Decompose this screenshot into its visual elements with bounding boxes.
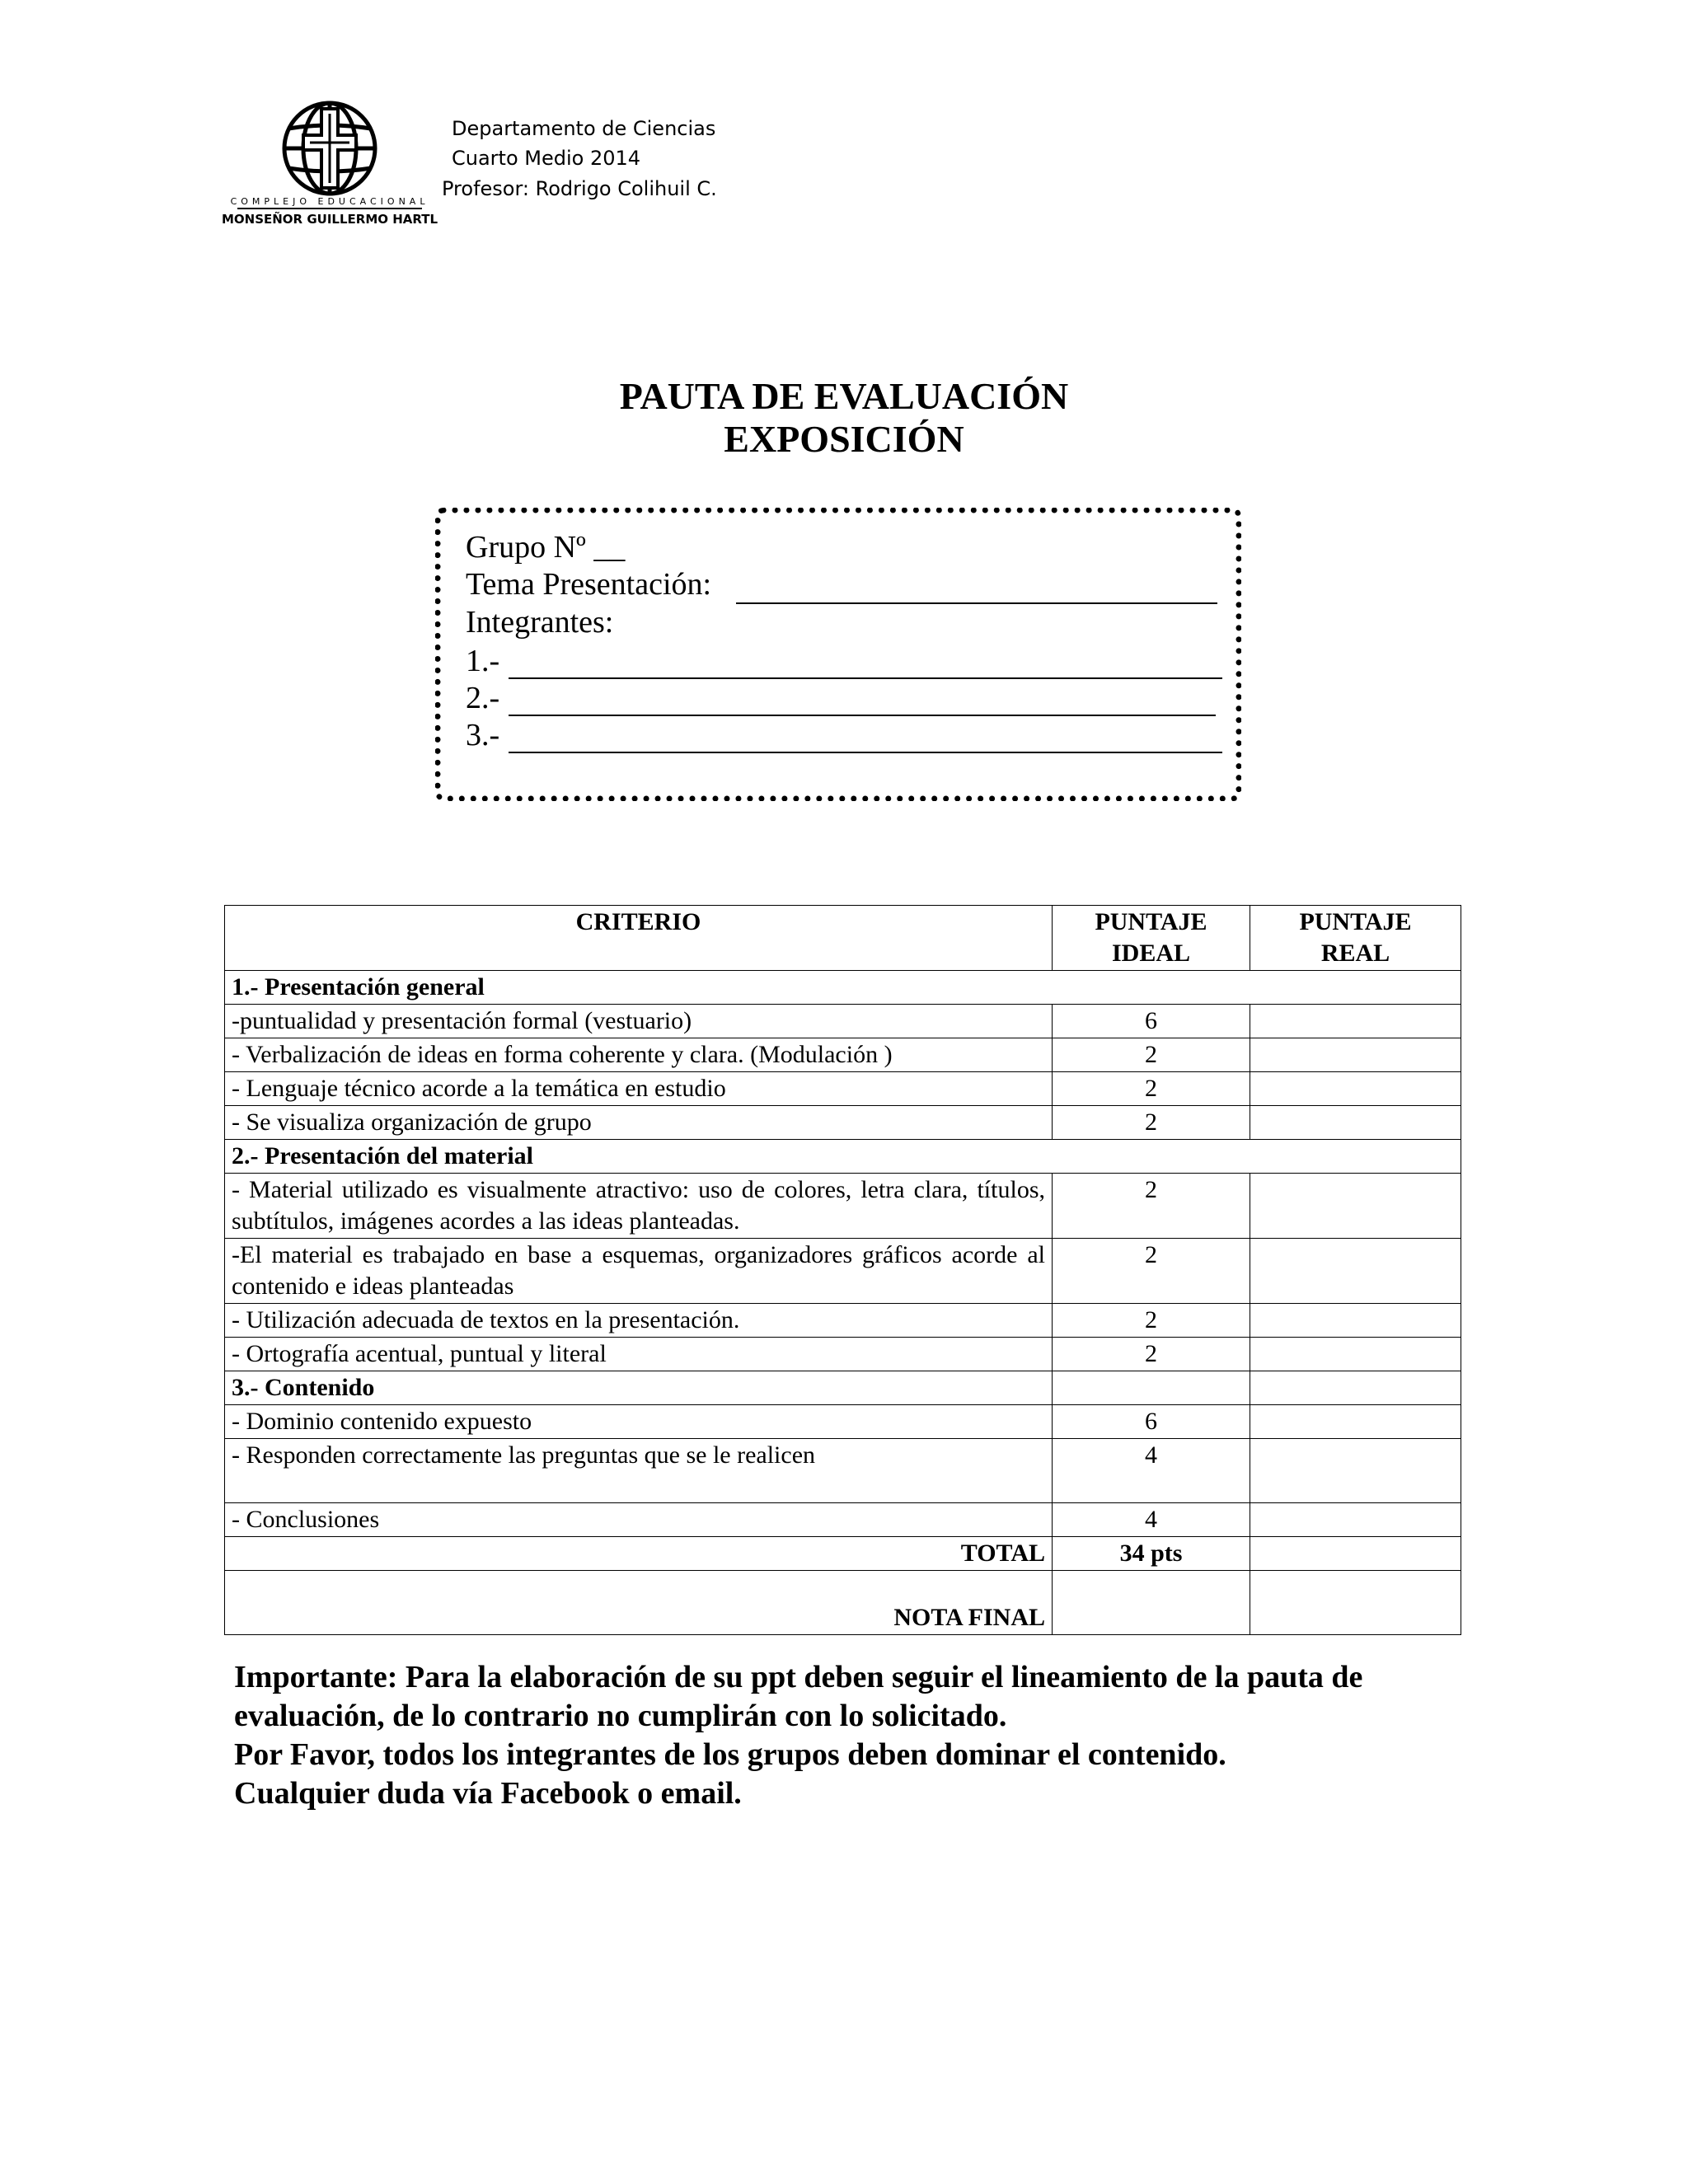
empty-cell [1053, 1371, 1250, 1405]
topic-blank[interactable] [736, 602, 1217, 604]
ideal-score-cell: 6 [1053, 1005, 1250, 1038]
group-info-box [435, 508, 1241, 801]
member2-label: 2.- [466, 681, 500, 715]
ideal-score-cell: 4 [1053, 1503, 1250, 1537]
table-row [225, 1405, 1461, 1439]
real-score-cell[interactable] [1250, 1038, 1461, 1072]
empty-cell [1250, 1371, 1461, 1405]
members-label: Integrantes: [466, 605, 614, 640]
total-label: TOTAL [225, 1537, 1053, 1571]
criterio-cell: - Se visualiza organización de grupo [225, 1106, 1053, 1140]
ideal-score-cell: 2 [1053, 1038, 1250, 1072]
group-number-label: Grupo Nº __ [466, 530, 626, 565]
final-grade-real-cell[interactable] [1250, 1571, 1461, 1635]
ideal-score-cell: 2 [1053, 1174, 1250, 1239]
table-header-row [225, 906, 1461, 971]
important-notes [234, 1658, 1470, 1813]
evaluation-table [224, 905, 1461, 1635]
page-subtitle: EXPOSICIÓN [724, 418, 964, 460]
logo-text-top: COMPLEJO EDUCACIONAL [230, 196, 429, 207]
section-row [225, 971, 1461, 1005]
real-score-cell[interactable] [1250, 1239, 1461, 1304]
criterio-cell: - Material utilizado es visualmente atractivo: uso de colores, letra clara, títulos, subtítulos, imágenes acordes a las ideas planteadas. [225, 1174, 1053, 1239]
note-important: Importante: Para la elaboración de su ppt deben seguir el lineamiento de la pauta de evaluación, de lo contrario no cumplirán con lo solicitado. [234, 1660, 1363, 1733]
member1-blank[interactable] [509, 677, 1222, 679]
final-grade-ideal-cell [1053, 1571, 1250, 1635]
note-all-members: Por Favor, todos los integrantes de los grupos deben dominar el contenido. [234, 1737, 1226, 1772]
section-title: 2.- Presentación del material [225, 1140, 1461, 1174]
table-row [225, 1239, 1461, 1304]
table-row [225, 1304, 1461, 1338]
real-score-cell[interactable] [1250, 1174, 1461, 1239]
real-score-cell[interactable] [1250, 1405, 1461, 1439]
criterio-cell: - Dominio contenido expuesto [225, 1405, 1053, 1439]
member3-label: 3.- [466, 718, 500, 752]
criterio-cell: - Lenguaje técnico acorde a la temática en estudio [225, 1072, 1053, 1106]
total-real-cell[interactable] [1250, 1537, 1461, 1571]
real-score-cell[interactable] [1250, 1106, 1461, 1140]
member1-label: 1.- [466, 644, 500, 678]
section-title: 1.- Presentación general [225, 971, 1461, 1005]
criterio-cell: - Verbalización de ideas en forma coherente y clara. (Modulación ) [225, 1038, 1053, 1072]
real-score-cell[interactable] [1250, 1005, 1461, 1038]
ideal-score-cell: 2 [1053, 1239, 1250, 1304]
table-row [225, 1338, 1461, 1371]
real-score-cell[interactable] [1250, 1304, 1461, 1338]
table-row [225, 1503, 1461, 1537]
real-score-cell[interactable] [1250, 1439, 1461, 1503]
logo-text-bottom: MONSEÑOR GUILLERMO HARTL [221, 212, 438, 227]
ideal-score-cell: 6 [1053, 1405, 1250, 1439]
real-score-cell[interactable] [1250, 1338, 1461, 1371]
page-title: PAUTA DE EVALUACIÓN [619, 375, 1069, 417]
section-row [225, 1371, 1461, 1405]
table-row [225, 1038, 1461, 1072]
section-title: 3.- Contenido [225, 1371, 1053, 1405]
header-puntaje-real: PUNTAJE REAL [1250, 906, 1461, 971]
table-row [225, 1005, 1461, 1038]
criterio-cell: - Ortografía acentual, puntual y literal [225, 1338, 1053, 1371]
table-row [225, 1106, 1461, 1140]
ideal-score-cell: 2 [1053, 1106, 1250, 1140]
criterio-cell: -puntualidad y presentación formal (vestuario) [225, 1005, 1053, 1038]
ideal-score-cell: 2 [1053, 1338, 1250, 1371]
topic-label: Tema Presentación: [466, 567, 712, 602]
final-grade-label: NOTA FINAL [225, 1571, 1053, 1635]
header-puntaje-ideal: PUNTAJE IDEAL [1053, 906, 1250, 971]
ideal-score-cell: 4 [1053, 1439, 1250, 1503]
table-row [225, 1174, 1461, 1239]
course-label: Cuarto Medio 2014 [452, 147, 641, 170]
ideal-score-cell: 2 [1053, 1072, 1250, 1106]
criterio-cell: - Conclusiones [225, 1503, 1053, 1537]
criterio-cell: - Utilización adecuada de textos en la presentación. [225, 1304, 1053, 1338]
section-row [225, 1140, 1461, 1174]
member2-blank[interactable] [509, 715, 1216, 716]
table-row [225, 1439, 1461, 1503]
department-label: Departamento de Ciencias [452, 117, 716, 140]
criterio-cell: - Responden correctamente las preguntas que se le realicen [225, 1439, 1053, 1503]
total-row [225, 1537, 1461, 1571]
criterio-cell: -El material es trabajado en base a esquemas, organizadores gráficos acorde al contenido e ideas planteadas [225, 1239, 1053, 1304]
header-criterio: CRITERIO [225, 906, 1053, 971]
note-contact: Cualquier duda vía Facebook o email. [234, 1776, 742, 1811]
table-row [225, 1072, 1461, 1106]
ideal-score-cell: 2 [1053, 1304, 1250, 1338]
teacher-label: Profesor: Rodrigo Colihuil C. [442, 177, 717, 200]
school-logo [221, 97, 438, 227]
real-score-cell[interactable] [1250, 1503, 1461, 1537]
member3-blank[interactable] [509, 752, 1222, 753]
final-grade-row [225, 1571, 1461, 1635]
total-ideal-value: 34 pts [1053, 1537, 1250, 1571]
real-score-cell[interactable] [1250, 1072, 1461, 1106]
